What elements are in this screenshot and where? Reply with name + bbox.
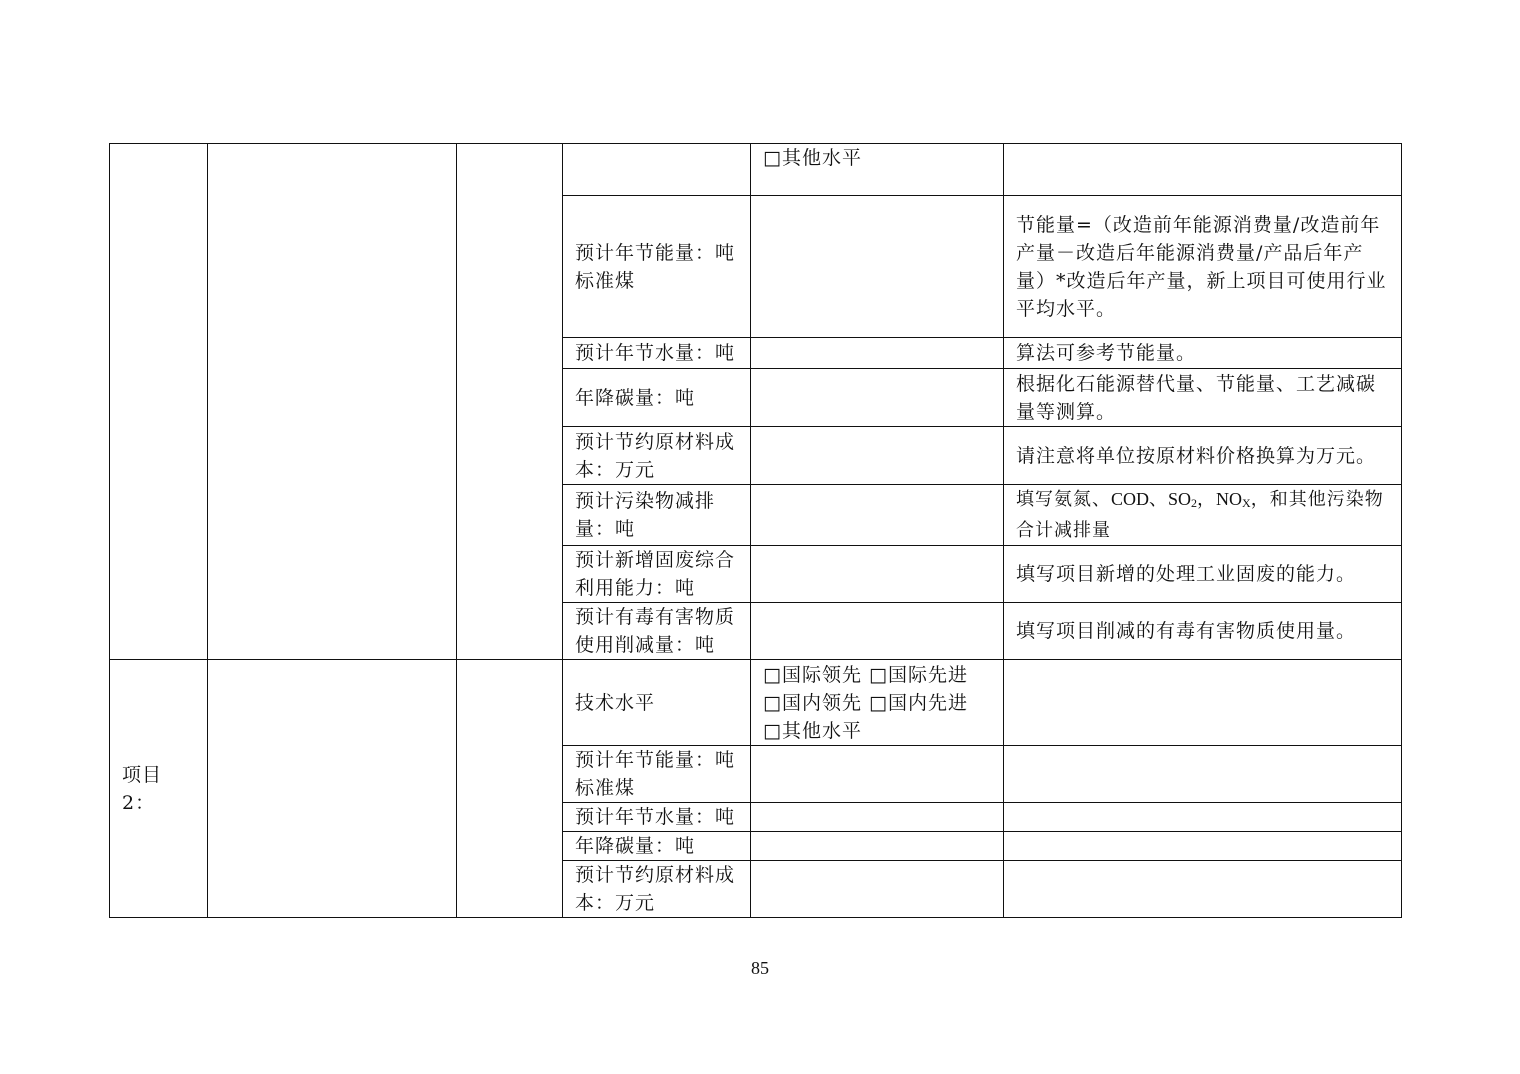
note-cell: 填写氨氮、COD、$SO_2$，$NO_X$，和其他污染物合计减排量	[1004, 485, 1402, 546]
level-cell	[751, 196, 1004, 338]
note-cell	[1004, 660, 1402, 746]
indicator-cell: 预计年节能量：吨标准煤	[563, 746, 751, 803]
table-row	[110, 660, 1402, 746]
note-line: 量）*改造后年产量，新上项目可使用行业平均水平。	[1016, 269, 1387, 320]
project-content-cell	[208, 144, 457, 660]
project-table	[109, 143, 1402, 918]
level-cell	[751, 803, 1004, 832]
level-cell	[751, 427, 1004, 485]
note-cell: 请注意将单位按原材料价格换算为万元。	[1004, 427, 1402, 485]
level-cell	[751, 338, 1004, 369]
note-cell	[1004, 196, 1402, 338]
tech-level-options	[751, 660, 1004, 746]
note-cell: 填写项目新增的处理工业固废的能力。	[1004, 546, 1402, 603]
project-extra-cell	[457, 660, 563, 918]
checkbox-other-level[interactable]: □其他水平	[763, 147, 862, 169]
project-2-label: 项目 2：	[110, 660, 208, 918]
note-cell	[1004, 746, 1402, 803]
indicator-cell: 预计新增固废综合利用能力：吨	[563, 546, 751, 603]
checkbox-other-level[interactable]: □其他水平	[763, 719, 862, 742]
indicator-cell: 预计年节水量：吨	[563, 803, 751, 832]
level-cell	[751, 546, 1004, 603]
checkbox-domestic-leading[interactable]: □国内领先	[763, 691, 862, 714]
level-cell	[751, 485, 1004, 546]
note-cell: 根据化石能源替代量、节能量、工艺减碳量等测算。	[1004, 369, 1402, 427]
note-cell	[1004, 861, 1402, 918]
note-cell	[1004, 803, 1402, 832]
indicator-cell: 预计有毒有害物质使用削减量：吨	[563, 603, 751, 660]
note-cell: 填写项目削减的有毒有害物质使用量。	[1004, 603, 1402, 660]
indicator-cell: 预计年节水量：吨	[563, 338, 751, 369]
tech-level-label: 技术水平	[563, 660, 751, 746]
project-content-cell	[208, 660, 457, 918]
level-cell	[751, 603, 1004, 660]
indicator-cell: 年降碳量：吨	[563, 832, 751, 861]
level-cell	[751, 832, 1004, 861]
checkbox-intl-leading[interactable]: □国际领先	[763, 663, 862, 686]
table-row	[110, 144, 1402, 196]
project-extra-cell	[457, 144, 563, 660]
level-cell	[751, 746, 1004, 803]
level-cell	[751, 861, 1004, 918]
level-cell	[751, 144, 1004, 196]
checkbox-intl-advanced[interactable]: □国际先进	[869, 663, 968, 686]
level-cell	[751, 369, 1004, 427]
note-cell	[1004, 832, 1402, 861]
note-line: 产量－改造后年能源消费量/产品后年产	[1016, 241, 1364, 264]
indicator-cell: 年降碳量：吨	[563, 369, 751, 427]
indicator-cell: 预计节约原材料成本：万元	[563, 861, 751, 918]
indicator-cell: 预计污染物减排量：吨	[563, 485, 751, 546]
indicator-cell: 预计节约原材料成本：万元	[563, 427, 751, 485]
project-name-cell	[110, 144, 208, 660]
checkbox-domestic-advanced[interactable]: □国内先进	[869, 691, 968, 714]
page-number: 85	[751, 958, 769, 978]
indicator-cell: 预计年节能量：吨标准煤	[563, 196, 751, 338]
note-cell	[1004, 144, 1402, 196]
indicator-cell	[563, 144, 751, 196]
note-line: 节能量=（改造前年能源消费量/改造前年	[1016, 213, 1381, 236]
note-cell: 算法可参考节能量。	[1004, 338, 1402, 369]
